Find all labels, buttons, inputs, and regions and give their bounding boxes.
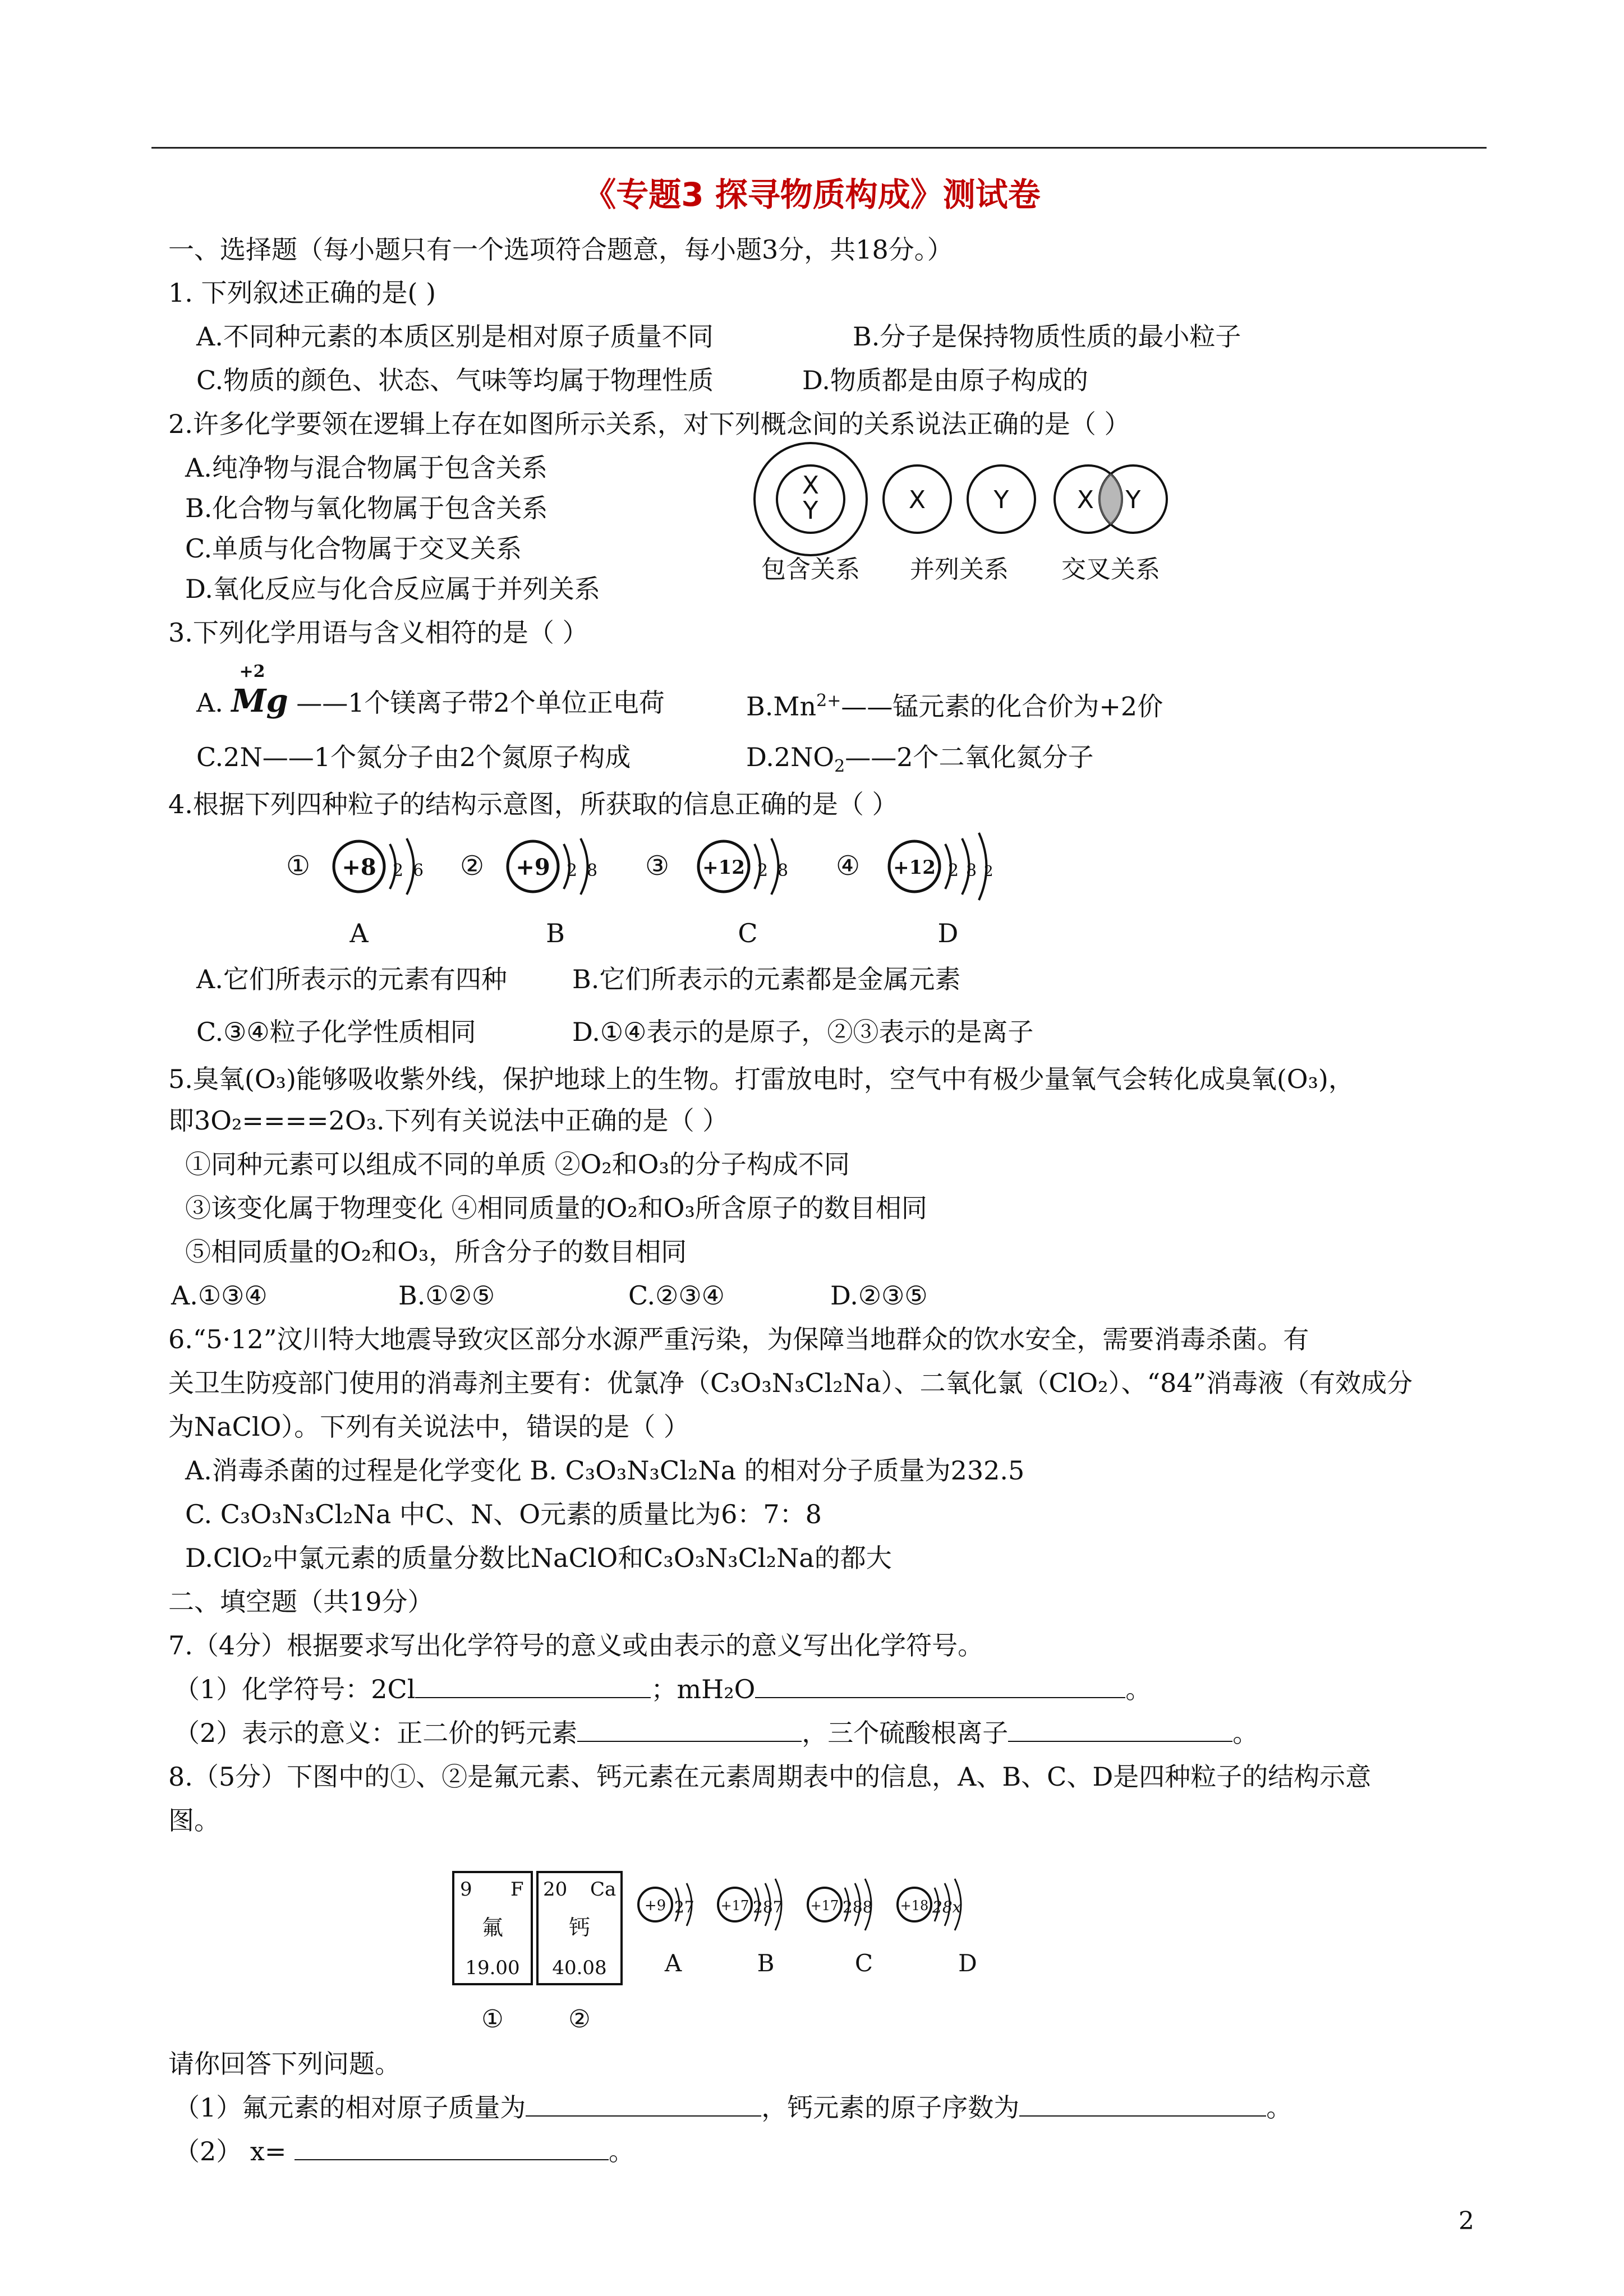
q8-p2-label: （2） x= bbox=[174, 2136, 287, 2166]
particle-1-nucleus: +8 bbox=[342, 854, 376, 880]
q8-particle-a-label: A bbox=[664, 1949, 682, 1977]
page-title: 《专题3 探寻物质构成》测试卷 bbox=[583, 176, 1041, 214]
q1-option-d: D.物质都是由原子构成的 bbox=[802, 365, 1088, 395]
q7-stem: 7.（4分）根据要求写出化学符号的意义或由表示的意义写出化学符号。 bbox=[168, 1630, 984, 1661]
q8-p1-label-2: ，钙元素的原子序数为 bbox=[761, 2092, 1020, 2123]
overlap-hatch bbox=[1099, 473, 1123, 525]
q7-part-2 bbox=[174, 1716, 1258, 1750]
q7-blank-sulfate[interactable] bbox=[1008, 1718, 1232, 1742]
atomic-structure-diagrams bbox=[280, 830, 1055, 959]
label-intersection: 交叉关系 bbox=[1061, 555, 1160, 584]
calcium-name: 钙 bbox=[568, 1915, 591, 1940]
q3-option-b bbox=[746, 684, 1163, 723]
q6-option-c: C. C₃O₃N₃Cl₂Na 中C、N、O元素的质量比为6：7：8 bbox=[185, 1499, 822, 1529]
q8-blank-calcium-number[interactable] bbox=[1019, 2093, 1266, 2117]
q8-particle-c-label: C bbox=[854, 1949, 873, 1977]
q8-stem-line1: 8.（5分）下图中的①、②是氟元素、钙元素在元素周期表中的信息，A、B、C、D是四种粒子的结构示意 bbox=[168, 1762, 1372, 1792]
q2-option-b: B.化合物与氧化物属于包含关系 bbox=[185, 493, 548, 523]
q3-b-text: ——锰元素的化合价为+2价 bbox=[841, 691, 1163, 722]
label-y-inner: Y bbox=[803, 496, 818, 525]
q4-option-b: B.它们所表示的元素都是金属元素 bbox=[572, 964, 961, 994]
q6-stem-line2: 关卫生防疫部门使用的消毒剂主要有：优氯净（C₃O₃N₃Cl₂Na）、二氧化氯（ClO₂）、“84”消毒液（有效成分 bbox=[168, 1368, 1413, 1398]
set-relation-diagram bbox=[746, 437, 1217, 594]
q8-p2-end: 。 bbox=[609, 2136, 634, 2166]
q8-particle-a-shells: 27 bbox=[674, 1898, 694, 1916]
q8-particle-b bbox=[718, 1879, 783, 1977]
q5-statement-3: ⑤相同质量的O₂和O₃，所含分子的数目相同 bbox=[185, 1237, 687, 1267]
q3-a-symbol bbox=[231, 662, 288, 720]
particle-2-shell-1: 2 bbox=[567, 861, 578, 880]
q5-option-d: D.②③⑤ bbox=[830, 1280, 928, 1311]
q5-statement-2: ③该变化属于物理变化 ④相同质量的O₂和O₃所含原子的数目相同 bbox=[185, 1193, 927, 1223]
particle-4-nucleus: +12 bbox=[893, 856, 936, 879]
q3-a-charge: +2 bbox=[239, 662, 265, 681]
q7-p2-label-2: ，三个硫酸根离子 bbox=[802, 1718, 1009, 1748]
q8-particle-d-shells: 28x bbox=[932, 1898, 961, 1916]
q3-d-text: ——2个二氧化氮分子 bbox=[845, 742, 1094, 772]
page-number: 2 bbox=[1459, 2207, 1474, 2235]
q8-particle-a bbox=[638, 1883, 694, 1977]
q8-stem-line2: 图。 bbox=[168, 1805, 220, 1836]
q5-option-a: A.①③④ bbox=[171, 1280, 268, 1311]
q8-particle-b-shells: 287 bbox=[753, 1898, 783, 1916]
q4-stem: 4.根据下列四种粒子的结构示意图，所获取的信息正确的是（ ） bbox=[168, 789, 898, 819]
particle-3-label: C bbox=[738, 918, 758, 948]
q5-stem-line1: 5.臭氧(O₃)能够吸收紫外线，保护地球上的生物。打雷放电时，空气中有极少量氧气会转化成臭氧(O₃)， bbox=[168, 1064, 1354, 1094]
q8-part-2 bbox=[174, 2134, 634, 2168]
q5-option-b: B.①②⑤ bbox=[398, 1280, 495, 1311]
q7-blank-2cl[interactable] bbox=[415, 1675, 651, 1698]
particle-4-label: D bbox=[937, 918, 959, 948]
label-inclusion: 包含关系 bbox=[761, 555, 860, 584]
particle-2-nucleus: +9 bbox=[516, 854, 550, 880]
q3-a-symbol-text: Mg bbox=[231, 683, 288, 720]
particle-3-number: ③ bbox=[645, 850, 670, 882]
q8-ask: 请你回答下列问题。 bbox=[168, 2049, 401, 2079]
calcium-tag: ② bbox=[568, 2005, 591, 2034]
q3-a-text: ——1个镁离子带2个单位正电荷 bbox=[296, 688, 665, 718]
q8-p1-end: 。 bbox=[1266, 2092, 1292, 2123]
calcium-symbol: Ca bbox=[590, 1878, 617, 1901]
header-rule bbox=[151, 147, 1487, 149]
particle-4 bbox=[836, 833, 993, 948]
particle-2 bbox=[460, 838, 597, 948]
q1-option-a: A.不同种元素的本质区别是相对原子质量不同 bbox=[196, 321, 714, 352]
q5-stem-line2: 即3O₂====2O₃.下列有关说法中正确的是（ ） bbox=[168, 1105, 729, 1136]
q7-p1-label: （1）化学符号：2Cl bbox=[174, 1674, 416, 1704]
q6-option-a-b: A.消毒杀菌的过程是化学变化 B. C₃O₃N₃Cl₂Na 的相对分子质量为232.5 bbox=[185, 1455, 1025, 1486]
q6-stem-line1: 6.“5·12”汶川特大地震导致灾区部分水源严重污染，为保障当地群众的饮水安全，需要消毒杀菌。有 bbox=[168, 1324, 1309, 1354]
q7-p2-end: 。 bbox=[1232, 1718, 1259, 1748]
label-parallel: 并列关系 bbox=[910, 555, 1009, 584]
q8-particle-b-nucleus: +17 bbox=[720, 1898, 749, 1914]
element-cell-calcium bbox=[537, 1872, 622, 2034]
q8-particle-b-label: B bbox=[757, 1949, 775, 1977]
q7-p1-end: 。 bbox=[1125, 1674, 1152, 1704]
q6-option-d: D.ClO₂中氯元素的质量分数比NaClO和C₃O₃N₃Cl₂Na的都大 bbox=[185, 1543, 892, 1573]
q8-blank-fluorine-mass[interactable] bbox=[526, 2093, 761, 2117]
q3-b-sup: 2+ bbox=[816, 691, 841, 711]
q3-option-c: C.2N——1个氮分子由2个氮原子构成 bbox=[196, 742, 631, 772]
particle-1-shell-1: 2 bbox=[393, 861, 404, 880]
q2-stem: 2.许多化学要领在逻辑上存在如图所示关系，对下列概念间的关系说法正确的是（ ） bbox=[168, 409, 1130, 439]
particle-1-label: A bbox=[349, 918, 369, 948]
q8-particle-c-nucleus: +17 bbox=[810, 1898, 839, 1914]
label-x-cross: X bbox=[1076, 486, 1094, 514]
fluorine-symbol: F bbox=[510, 1878, 524, 1901]
fluorine-number: 9 bbox=[460, 1878, 472, 1901]
section-2-heading: 二、填空题（共19分） bbox=[168, 1587, 434, 1617]
q4-option-a: A.它们所表示的元素有四种 bbox=[196, 964, 507, 994]
calcium-mass: 40.08 bbox=[552, 1957, 607, 1979]
calcium-number: 20 bbox=[543, 1878, 568, 1901]
fluorine-mass: 19.00 bbox=[465, 1957, 520, 1979]
q8-particle-c-shells: 288 bbox=[843, 1898, 873, 1916]
q8-part-1 bbox=[174, 2091, 1292, 2124]
q1-option-b: B.分子是保持物质性质的最小粒子 bbox=[853, 321, 1241, 352]
fluorine-name: 氟 bbox=[481, 1915, 504, 1940]
section-1-heading: 一、选择题（每小题只有一个选项符合题意，每小题3分，共18分。） bbox=[168, 234, 953, 265]
q7-p1-label-2: ；mH₂O bbox=[651, 1674, 756, 1704]
particle-4-shell-1: 2 bbox=[948, 861, 959, 880]
particle-1-shell-2: 6 bbox=[413, 861, 424, 880]
q7-part-1 bbox=[174, 1672, 1151, 1706]
label-y-parallel: Y bbox=[993, 486, 1009, 514]
fluorine-tag: ① bbox=[481, 2005, 504, 2034]
element-cell-fluorine bbox=[453, 1872, 532, 2034]
particle-4-shell-2: 8 bbox=[966, 861, 977, 880]
q5-statement-1: ①同种元素可以组成不同的单质 ②O₂和O₃的分子构成不同 bbox=[185, 1149, 850, 1179]
q7-p2-label: （2）表示的意义：正二价的钙元素 bbox=[174, 1718, 578, 1748]
q3-option-a bbox=[196, 662, 665, 720]
q7-blank-mh2o[interactable] bbox=[755, 1675, 1125, 1698]
q3-option-d bbox=[746, 740, 1093, 783]
q8-particle-d bbox=[898, 1879, 977, 1977]
label-x-parallel: X bbox=[908, 486, 926, 514]
particle-2-label: B bbox=[546, 918, 565, 948]
q8-particle-d-label: D bbox=[958, 1949, 977, 1977]
particle-3 bbox=[645, 838, 788, 948]
q8-blank-x[interactable] bbox=[295, 2137, 609, 2160]
q7-blank-calcium[interactable] bbox=[577, 1718, 802, 1742]
q8-p1-label: （1）氟元素的相对原子质量为 bbox=[174, 2092, 526, 2123]
q2-option-a: A.纯净物与混合物属于包含关系 bbox=[185, 453, 548, 483]
particle-4-shell-3: 2 bbox=[984, 863, 993, 880]
particle-4-number: ④ bbox=[836, 850, 861, 882]
q6-stem-line3: 为NaClO）。下列有关说法中，错误的是（ ） bbox=[168, 1412, 689, 1442]
label-y-cross: Y bbox=[1125, 486, 1141, 514]
q5-option-c: C.②③④ bbox=[628, 1280, 725, 1311]
q3-stem: 3.下列化学用语与含义相符的是（ ） bbox=[168, 617, 588, 648]
particle-3-shell-1: 2 bbox=[757, 861, 769, 880]
q3-d-prefix: D.2NO bbox=[746, 742, 835, 772]
q3-a-prefix: A. bbox=[196, 688, 223, 718]
q4-option-c: C.③④粒子化学性质相同 bbox=[196, 1017, 476, 1047]
particle-3-nucleus: +12 bbox=[702, 856, 745, 879]
particle-1 bbox=[286, 838, 424, 948]
periodic-table-and-particles bbox=[443, 1868, 1049, 2041]
q3-d-sub: 2 bbox=[834, 757, 845, 777]
q1-option-c: C.物质的颜色、状态、气味等均属于物理性质 bbox=[196, 365, 714, 395]
q1-stem: 1. 下列叙述正确的是( ) bbox=[168, 278, 436, 308]
label-x-inner: X bbox=[802, 471, 820, 500]
particle-3-shell-2: 8 bbox=[778, 861, 789, 880]
q3-b-prefix: B.Mn bbox=[746, 691, 817, 722]
q8-particle-a-nucleus: +9 bbox=[644, 1897, 666, 1914]
q2-option-d: D.氧化反应与化合反应属于并列关系 bbox=[185, 574, 600, 604]
q2-option-c: C.单质与化合物属于交叉关系 bbox=[185, 533, 522, 564]
q8-particle-d-nucleus: +18 bbox=[900, 1898, 929, 1914]
particle-1-number: ① bbox=[286, 850, 311, 882]
particle-2-number: ② bbox=[460, 850, 485, 882]
particle-2-shell-2: 8 bbox=[587, 861, 598, 880]
q4-option-d: D.①④表示的是原子，②③表示的是离子 bbox=[572, 1017, 1034, 1047]
q8-particle-c bbox=[808, 1879, 873, 1977]
